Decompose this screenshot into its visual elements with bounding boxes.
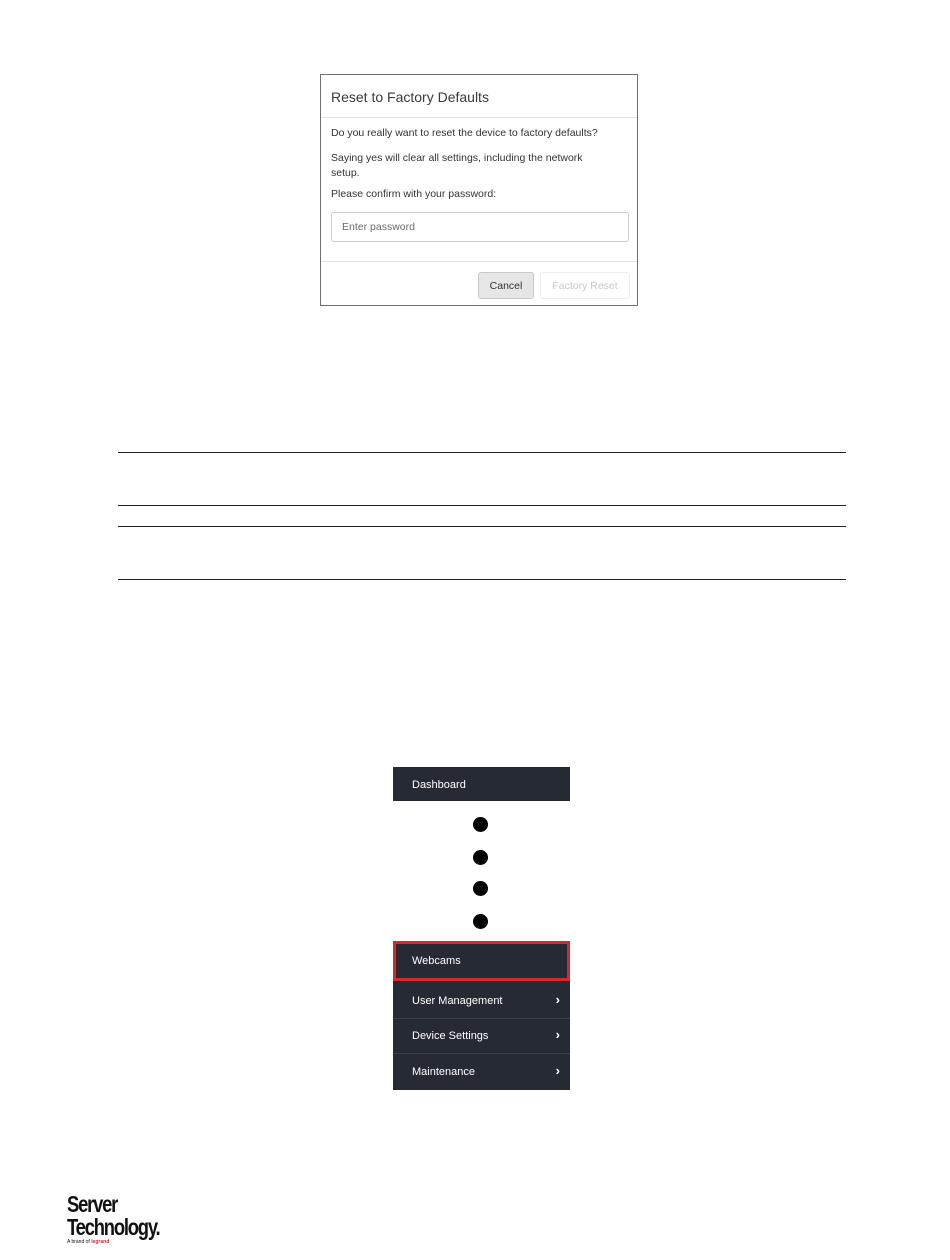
table-rule-bottom <box>118 505 846 506</box>
sidebar-item-label: Dashboard <box>412 779 466 791</box>
dialog-title: Reset to Factory Defaults <box>331 89 489 105</box>
step-bullet <box>473 850 488 865</box>
sidebar-item-label: Maintenance <box>412 1066 475 1078</box>
sidebar-item-device-settings[interactable] <box>393 1019 570 1054</box>
password-input[interactable] <box>331 212 629 242</box>
step-bullet <box>473 914 488 929</box>
sidebar-item-label: User Management <box>412 995 503 1007</box>
dialog-warning: Saying yes will clear all settings, including the network setup. <box>331 152 583 179</box>
sidebar-item-webcams[interactable] <box>393 941 570 981</box>
table-rule-bottom <box>118 579 846 580</box>
step-bullet <box>473 817 488 832</box>
sidebar-item-user-management[interactable] <box>393 984 570 1019</box>
dialog-question: Do you really want to reset the device to factory defaults? <box>331 127 598 139</box>
step-bullet <box>473 881 488 896</box>
dialog-footer <box>321 261 637 307</box>
server-technology-logo <box>67 1193 177 1251</box>
dialog-confirm-prompt: Please confirm with your password: <box>331 188 497 200</box>
table-rule-top <box>118 452 846 453</box>
chevron-right-icon: › <box>555 1063 560 1078</box>
table-rule-top <box>118 526 846 527</box>
sidebar-menu <box>393 941 570 1090</box>
sidebar-item-label: Device Settings <box>412 1030 489 1042</box>
dialog-header <box>321 75 637 118</box>
cancel-button[interactable]: Cancel <box>478 272 534 299</box>
chevron-right-icon: › <box>555 1027 560 1042</box>
sidebar-item-maintenance[interactable] <box>393 1055 570 1090</box>
logo-line2: Technology. <box>67 1214 160 1240</box>
logo-brand: legrand <box>91 1239 110 1245</box>
factory-reset-button[interactable]: Factory Reset <box>540 272 630 299</box>
sidebar-item-label: Webcams <box>412 955 461 967</box>
sidebar-item-dashboard[interactable] <box>393 767 570 801</box>
factory-reset-dialog <box>320 74 638 306</box>
logo-line1: Server <box>67 1191 118 1217</box>
chevron-right-icon: › <box>555 992 560 1007</box>
logo-tagline-text: A brand of <box>67 1239 90 1245</box>
dialog-body <box>321 118 637 242</box>
